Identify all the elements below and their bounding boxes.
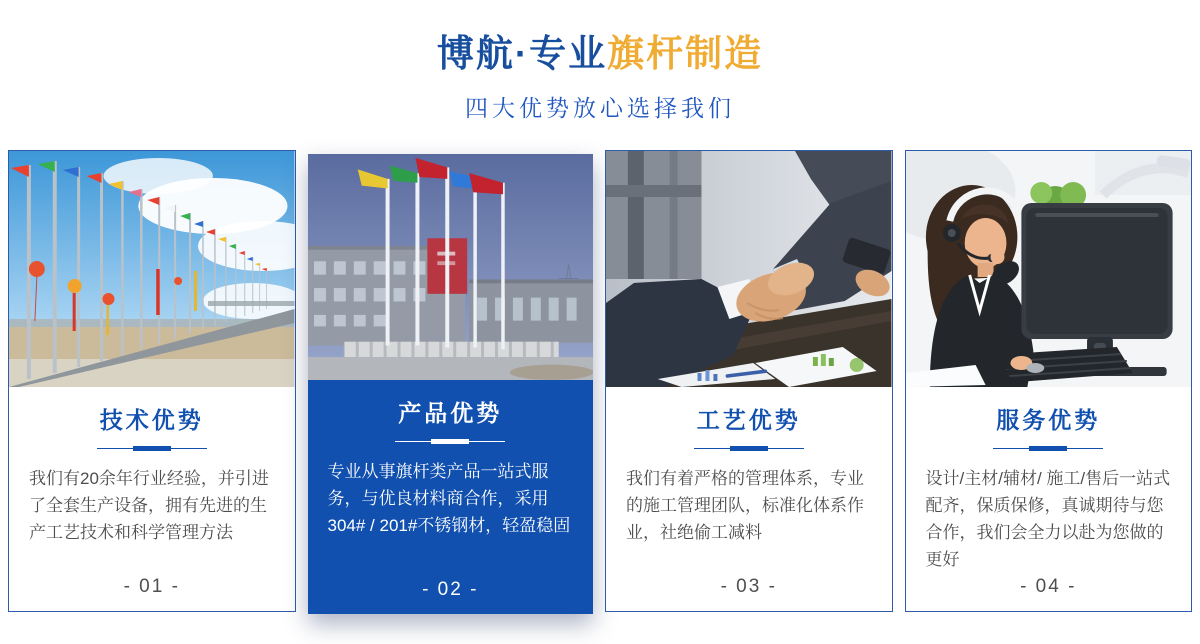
card-image-wrap	[906, 151, 1192, 387]
underline-thick-bar	[730, 446, 768, 451]
title-underline-decoration	[993, 446, 1103, 451]
card-description: 我们有着严格的管理体系，专业的施工管理团队，标准化体系作业，社绝偷工减料	[626, 469, 864, 543]
card-image-wrap	[9, 151, 295, 387]
card-image-wrap	[308, 154, 594, 380]
page-header	[0, 0, 1200, 123]
page-title-primary: 博航·专业	[436, 33, 608, 74]
card-service[interactable]	[905, 150, 1193, 612]
card-index: - 04 -	[1020, 576, 1077, 598]
card-index: - 01 -	[123, 576, 180, 598]
customer-service-photo	[906, 151, 1192, 387]
card-product[interactable]	[308, 154, 594, 614]
business-handshake-photo	[606, 151, 892, 387]
factory-flagpoles-photo	[308, 154, 594, 380]
underline-thick-bar	[431, 439, 469, 444]
card-title: 服务优势	[996, 407, 1101, 434]
advantage-cards-grid	[0, 150, 1200, 614]
card-craft[interactable]	[605, 150, 893, 612]
page-title	[0, 32, 1200, 76]
card-title: 技术优势	[99, 407, 204, 434]
card-image-wrap	[606, 151, 892, 387]
card-description: 我们有20余年行业经验，并引进了全套生产设备，拥有先进的生产工艺技术和科学管理方法	[29, 469, 269, 543]
card-description: 专业从事旗杆类产品一站式服务，与优良材料商合作，采用304# / 201#不锈钢材，轻盈稳固	[327, 462, 571, 536]
underline-thick-bar	[133, 446, 171, 451]
page-subtitle: 四大优势放心选择我们	[465, 95, 735, 122]
title-underline-decoration	[395, 439, 505, 444]
card-index: - 02 -	[422, 579, 479, 601]
title-underline-decoration	[694, 446, 804, 451]
card-index: - 03 -	[720, 576, 777, 598]
title-underline-decoration	[97, 446, 207, 451]
underline-thick-bar	[1029, 446, 1067, 451]
page-title-accent: 旗杆制造	[607, 33, 764, 74]
card-description: 设计/主材/辅材/ 施工/售后一站式配齐，保质保修，真诚期待与您合作，我们会全力以赴为您做的更好	[925, 469, 1171, 570]
card-technology[interactable]	[8, 150, 296, 612]
flags-plaza-photo	[9, 151, 295, 387]
card-title: 产品优势	[398, 400, 503, 427]
card-title: 工艺优势	[696, 407, 801, 434]
